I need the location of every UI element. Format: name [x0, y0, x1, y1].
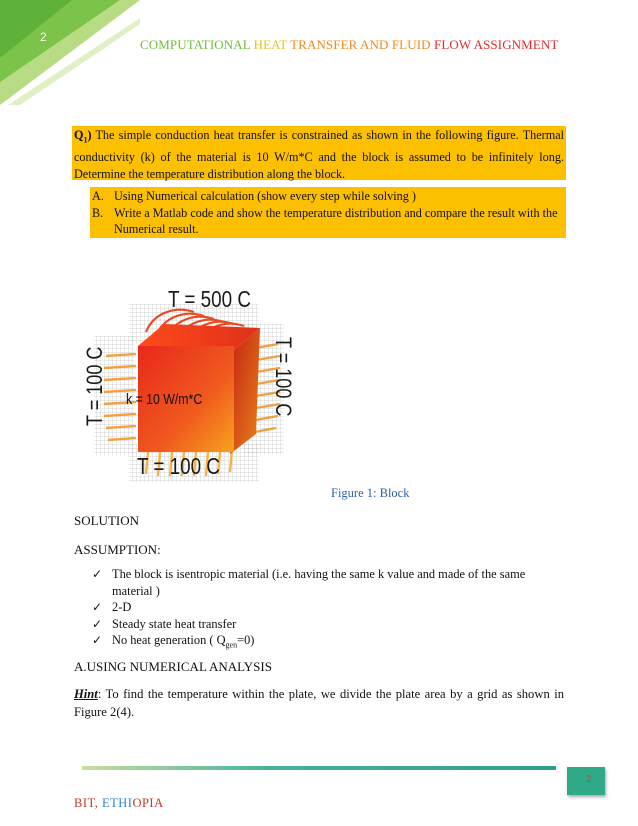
figure-label-left: T = 100 C: [82, 346, 107, 426]
solution-heading: SOLUTION: [74, 513, 139, 528]
checkmark-icon: ✓: [92, 633, 103, 647]
assumption-list: [92, 566, 542, 654]
question-text: The simple conduction heat transfer is constrained as shown in the following figure. Thermal conductivity (k) of the material is 10 W/m*C and the block is assumed to be infinitely long. Determine the temperature distribution along the block.: [74, 128, 564, 182]
header-title-part-4: FLOW ASSIGNMENT: [433, 37, 559, 52]
footer-divider: [82, 766, 556, 770]
footer-page-number: 2: [586, 774, 592, 785]
checkmark-icon: ✓: [92, 567, 103, 581]
question-subtasks: [90, 187, 566, 238]
header-title: [140, 37, 558, 53]
assumption-item: ✓ The block is isentropic material (i.e. having the same k value and made of the same material ): [92, 567, 526, 598]
checkmark-icon: ✓: [92, 600, 103, 614]
question-item-b: B. Write a Matlab code and show the temperature distribution and compare the result with the Numerical result.: [92, 205, 558, 236]
figure-label-bottom: T = 100 C: [137, 453, 221, 479]
figure-caption: Figure 1: Block: [331, 486, 410, 500]
assumption-item: ✓ Steady state heat transfer: [92, 616, 237, 631]
assumption-item: ✓ No heat generation ( $Q_{gen}=0$): [92, 632, 542, 654]
question-item-a: A. Using Numerical calculation (show every step while solving ): [92, 189, 416, 203]
hint-text: : To find the temperature within the plate, we divide the plate area by a grid as shown in Figure 2(4).: [74, 687, 564, 719]
assumption-item: ✓ 2-D: [92, 600, 132, 614]
header-title-part-2: HEAT: [253, 37, 291, 52]
header-page-number: 2: [40, 30, 47, 44]
footer-text: BIT, ETHIOPIA: [74, 796, 164, 810]
question-statement: [72, 126, 566, 180]
figure-label-top: T = 500 C: [168, 286, 252, 312]
checkmark-icon: ✓: [92, 616, 103, 631]
header-title-part-3: TRANSFER AND FLUID: [290, 37, 434, 52]
figure-label-conductivity: k = 10 W/m*C: [126, 391, 203, 408]
question-label: $Q_1$): [74, 128, 92, 145]
hint-label: Hint: [74, 687, 98, 701]
header-title-part-1: COMPUTATIONAL: [140, 37, 254, 52]
numerical-analysis-heading: A.USING NUMERICAL ANALYSIS: [74, 659, 272, 674]
header-corner-decoration: [0, 0, 140, 105]
hint-paragraph: [74, 685, 564, 721]
figure-label-right: T = 100 C: [271, 337, 296, 417]
assumption-heading: ASSUMPTION:: [74, 542, 161, 557]
